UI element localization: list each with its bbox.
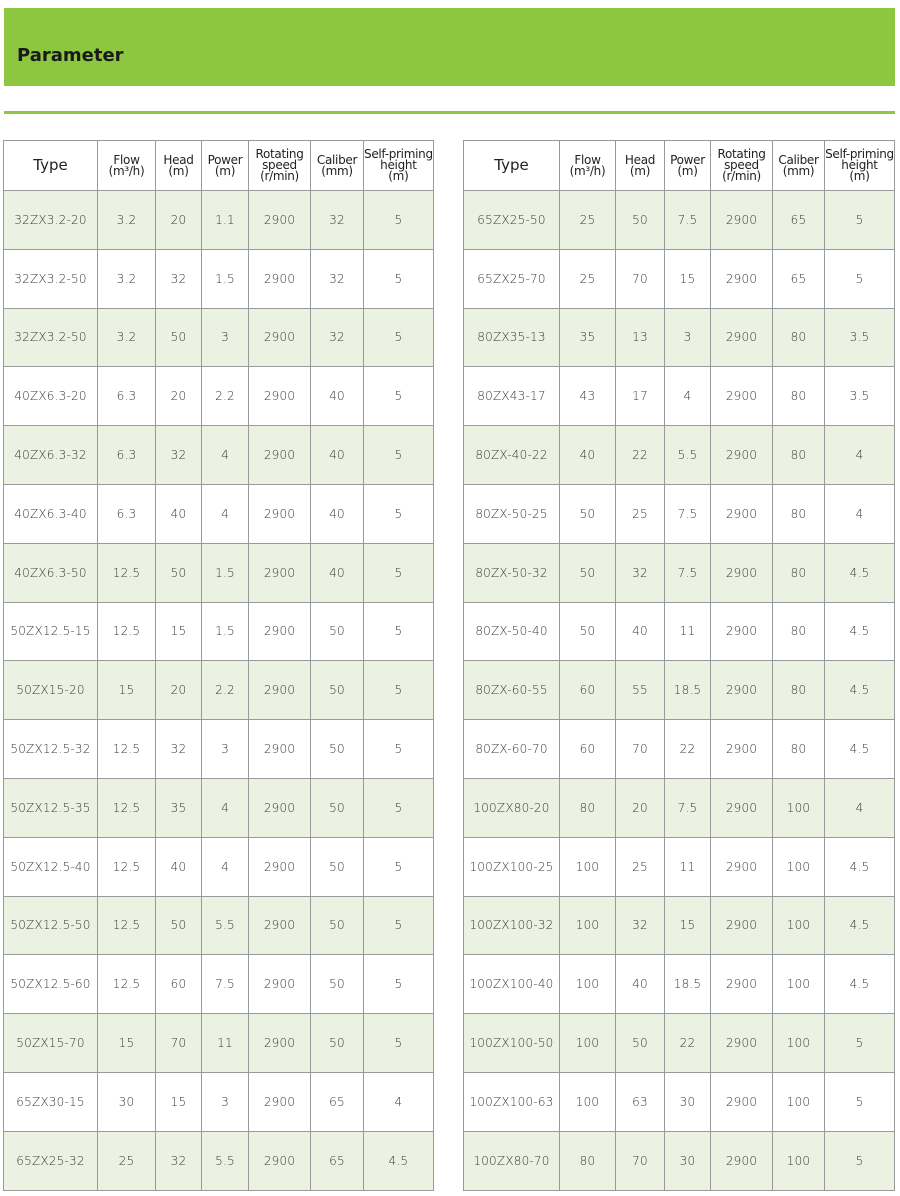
cell-type: 100ZX100-40 [464,955,560,1014]
cell-power: 7.5 [665,778,711,837]
cell-caliber: 50 [311,661,364,720]
table-row [464,955,895,1014]
cell-self-priming-height: 5 [825,249,895,308]
cell-type: 32ZX3.2-20 [4,191,98,250]
cell-type: 100ZX80-70 [464,1131,560,1190]
cell-head: 32 [156,249,202,308]
cell-caliber: 80 [773,484,825,543]
cell-caliber: 50 [311,955,364,1014]
cell-power: 5.5 [202,896,249,955]
cell-power: 7.5 [665,484,711,543]
cell-type: 80ZX-60-55 [464,661,560,720]
cell-head: 15 [156,1072,202,1131]
table-row [464,191,895,250]
cell-flow: 100 [560,837,616,896]
cell-flow: 100 [560,896,616,955]
cell-type: 40ZX6.3-50 [4,543,98,602]
table-row [4,602,434,661]
cell-flow: 25 [98,1131,156,1190]
cell-head: 40 [156,484,202,543]
cell-self-priming-height: 5 [825,1131,895,1190]
cell-power: 30 [665,1131,711,1190]
table-row [4,896,434,955]
cell-rotating-speed: 2900 [711,1014,773,1073]
cell-head: 15 [156,602,202,661]
cell-caliber: 100 [773,1131,825,1190]
cell-head: 70 [616,249,665,308]
cell-type: 100ZX100-50 [464,1014,560,1073]
cell-caliber: 80 [773,661,825,720]
table-header-row [4,141,434,191]
table-row [4,1131,434,1190]
cell-rotating-speed: 2900 [711,896,773,955]
cell-head: 32 [616,543,665,602]
cell-flow: 50 [560,484,616,543]
cell-rotating-speed: 2900 [249,661,311,720]
cell-head: 25 [616,484,665,543]
cell-head: 50 [616,191,665,250]
cell-type: 50ZX12.5-32 [4,720,98,779]
cell-flow: 60 [560,720,616,779]
cell-head: 70 [156,1014,202,1073]
cell-caliber: 40 [311,484,364,543]
cell-flow: 12.5 [98,955,156,1014]
cell-power: 1.1 [202,191,249,250]
cell-caliber: 65 [311,1131,364,1190]
table-row [4,249,434,308]
cell-self-priming-height: 4.5 [825,896,895,955]
cell-type: 100ZX80-20 [464,778,560,837]
table-row [464,249,895,308]
cell-rotating-speed: 2900 [711,1131,773,1190]
cell-caliber: 40 [311,543,364,602]
cell-rotating-speed: 2900 [249,191,311,250]
cell-caliber: 80 [773,543,825,602]
cell-head: 70 [616,1131,665,1190]
cell-self-priming-height: 4.5 [825,602,895,661]
table-row [464,778,895,837]
header-flow: Flow (m³/h) [560,141,616,191]
cell-type: 65ZX25-50 [464,191,560,250]
cell-type: 80ZX-50-25 [464,484,560,543]
cell-type: 40ZX6.3-40 [4,484,98,543]
cell-flow: 40 [560,426,616,485]
cell-power: 30 [665,1072,711,1131]
table-row [464,720,895,779]
cell-rotating-speed: 2900 [249,778,311,837]
cell-power: 4 [665,367,711,426]
cell-flow: 12.5 [98,837,156,896]
cell-self-priming-height: 5 [364,602,434,661]
cell-rotating-speed: 2900 [711,778,773,837]
cell-self-priming-height: 5 [364,426,434,485]
cell-flow: 60 [560,661,616,720]
cell-rotating-speed: 2900 [249,308,311,367]
cell-type: 100ZX100-25 [464,837,560,896]
cell-self-priming-height: 4.5 [825,955,895,1014]
cell-self-priming-height: 5 [364,778,434,837]
cell-rotating-speed: 2900 [711,543,773,602]
cell-rotating-speed: 2900 [249,484,311,543]
cell-flow: 80 [560,778,616,837]
cell-power: 1.5 [202,602,249,661]
cell-type: 32ZX3.2-50 [4,308,98,367]
cell-rotating-speed: 2900 [249,720,311,779]
cell-head: 32 [156,1131,202,1190]
cell-self-priming-height: 3.5 [825,308,895,367]
table-row [464,484,895,543]
header-self-priming-height: Self-priming height (m) [364,141,434,191]
cell-flow: 35 [560,308,616,367]
cell-caliber: 100 [773,1072,825,1131]
cell-flow: 43 [560,367,616,426]
cell-self-priming-height: 4.5 [825,837,895,896]
cell-power: 15 [665,896,711,955]
table-row [4,543,434,602]
table-row [464,543,895,602]
table-row [464,1131,895,1190]
table-row [464,1014,895,1073]
table-row [4,837,434,896]
header-flow: Flow (m³/h) [98,141,156,191]
cell-flow: 25 [560,191,616,250]
cell-head: 25 [616,837,665,896]
cell-self-priming-height: 4 [825,778,895,837]
table-row [464,896,895,955]
cell-caliber: 80 [773,602,825,661]
cell-type: 65ZX25-32 [4,1131,98,1190]
cell-self-priming-height: 5 [364,191,434,250]
cell-type: 40ZX6.3-32 [4,426,98,485]
cell-rotating-speed: 2900 [249,955,311,1014]
cell-power: 18.5 [665,955,711,1014]
cell-flow: 12.5 [98,720,156,779]
cell-self-priming-height: 5 [364,367,434,426]
cell-rotating-speed: 2900 [249,367,311,426]
cell-flow: 100 [560,1014,616,1073]
cell-self-priming-height: 5 [364,720,434,779]
cell-head: 20 [156,191,202,250]
cell-caliber: 40 [311,426,364,485]
cell-caliber: 65 [773,191,825,250]
cell-self-priming-height: 5 [825,191,895,250]
table-row [4,484,434,543]
header-head: Head (m) [156,141,202,191]
cell-head: 40 [156,837,202,896]
cell-caliber: 65 [773,249,825,308]
cell-self-priming-height: 5 [364,1014,434,1073]
header-power: Power (m) [665,141,711,191]
cell-power: 11 [202,1014,249,1073]
cell-flow: 25 [560,249,616,308]
cell-caliber: 100 [773,896,825,955]
cell-rotating-speed: 2900 [711,426,773,485]
cell-self-priming-height: 5 [364,661,434,720]
cell-rotating-speed: 2900 [249,896,311,955]
cell-power: 2.2 [202,661,249,720]
cell-type: 40ZX6.3-20 [4,367,98,426]
cell-rotating-speed: 2900 [249,837,311,896]
table-row [4,720,434,779]
cell-head: 40 [616,602,665,661]
cell-rotating-speed: 2900 [711,837,773,896]
cell-self-priming-height: 4.5 [825,661,895,720]
cell-flow: 30 [98,1072,156,1131]
cell-type: 50ZX12.5-60 [4,955,98,1014]
cell-rotating-speed: 2900 [249,1131,311,1190]
cell-head: 20 [156,367,202,426]
cell-caliber: 80 [773,308,825,367]
cell-power: 3 [202,720,249,779]
cell-caliber: 50 [311,778,364,837]
cell-flow: 15 [98,1014,156,1073]
cell-power: 5.5 [665,426,711,485]
cell-self-priming-height: 3.5 [825,367,895,426]
cell-rotating-speed: 2900 [711,484,773,543]
cell-type: 32ZX3.2-50 [4,249,98,308]
header-type: Type [464,141,560,191]
cell-self-priming-height: 5 [364,837,434,896]
cell-head: 50 [156,896,202,955]
cell-power: 22 [665,720,711,779]
cell-type: 80ZX-60-70 [464,720,560,779]
cell-head: 50 [156,308,202,367]
cell-type: 80ZX-50-40 [464,602,560,661]
cell-type: 80ZX43-17 [464,367,560,426]
cell-self-priming-height: 5 [825,1072,895,1131]
cell-rotating-speed: 2900 [249,602,311,661]
cell-caliber: 100 [773,778,825,837]
header-rotating-speed: Rotating speed (r/min) [711,141,773,191]
cell-self-priming-height: 4 [825,426,895,485]
table-row [464,837,895,896]
table-row [4,1072,434,1131]
table-row [4,778,434,837]
header-self-priming-height: Self-priming height (m) [825,141,895,191]
cell-self-priming-height: 5 [364,308,434,367]
cell-power: 3 [202,1072,249,1131]
table-row [4,308,434,367]
cell-type: 80ZX35-13 [464,308,560,367]
cell-power: 5.5 [202,1131,249,1190]
cell-type: 80ZX-50-32 [464,543,560,602]
cell-rotating-speed: 2900 [249,543,311,602]
cell-self-priming-height: 4.5 [825,543,895,602]
banner-title: Parameter [17,45,124,66]
cell-power: 4 [202,778,249,837]
cell-type: 65ZX30-15 [4,1072,98,1131]
cell-power: 7.5 [202,955,249,1014]
header-caliber: Caliber (mm) [311,141,364,191]
cell-caliber: 32 [311,308,364,367]
cell-caliber: 100 [773,1014,825,1073]
cell-type: 50ZX15-20 [4,661,98,720]
header-type: Type [4,141,98,191]
cell-flow: 6.3 [98,367,156,426]
table-row [464,1072,895,1131]
cell-type: 80ZX-40-22 [464,426,560,485]
cell-flow: 15 [98,661,156,720]
cell-caliber: 32 [311,249,364,308]
cell-self-priming-height: 4.5 [825,720,895,779]
cell-type: 50ZX12.5-40 [4,837,98,896]
cell-power: 7.5 [665,543,711,602]
cell-type: 65ZX25-70 [464,249,560,308]
cell-power: 3 [665,308,711,367]
cell-head: 55 [616,661,665,720]
cell-caliber: 50 [311,837,364,896]
cell-head: 63 [616,1072,665,1131]
cell-head: 17 [616,367,665,426]
header-head: Head (m) [616,141,665,191]
cell-flow: 100 [560,955,616,1014]
cell-rotating-speed: 2900 [711,191,773,250]
cell-type: 50ZX12.5-35 [4,778,98,837]
header-power: Power (m) [202,141,249,191]
cell-power: 4 [202,426,249,485]
cell-rotating-speed: 2900 [249,426,311,485]
cell-rotating-speed: 2900 [249,1014,311,1073]
cell-power: 1.5 [202,249,249,308]
cell-flow: 12.5 [98,896,156,955]
cell-type: 100ZX100-63 [464,1072,560,1131]
cell-caliber: 40 [311,367,364,426]
cell-head: 35 [156,778,202,837]
table-row [4,367,434,426]
cell-type: 100ZX100-32 [464,896,560,955]
cell-self-priming-height: 4 [364,1072,434,1131]
cell-caliber: 50 [311,602,364,661]
cell-power: 2.2 [202,367,249,426]
table-row [464,426,895,485]
header-rotating-speed: Rotating speed (r/min) [249,141,311,191]
cell-flow: 3.2 [98,191,156,250]
table-row [4,661,434,720]
cell-rotating-speed: 2900 [711,1072,773,1131]
cell-head: 70 [616,720,665,779]
table-header-row [464,141,895,191]
cell-power: 1.5 [202,543,249,602]
header-caliber: Caliber (mm) [773,141,825,191]
cell-power: 22 [665,1014,711,1073]
cell-caliber: 65 [311,1072,364,1131]
cell-type: 50ZX15-70 [4,1014,98,1073]
parameter-table-right [463,140,895,1191]
cell-self-priming-height: 5 [364,484,434,543]
cell-rotating-speed: 2900 [711,367,773,426]
cell-power: 7.5 [665,191,711,250]
cell-power: 3 [202,308,249,367]
cell-flow: 50 [560,602,616,661]
cell-power: 18.5 [665,661,711,720]
cell-caliber: 100 [773,955,825,1014]
table-row [464,661,895,720]
cell-head: 22 [616,426,665,485]
cell-caliber: 32 [311,191,364,250]
table-row [464,602,895,661]
cell-self-priming-height: 4 [825,484,895,543]
cell-flow: 6.3 [98,426,156,485]
table-row [464,367,895,426]
cell-rotating-speed: 2900 [711,720,773,779]
cell-self-priming-height: 5 [364,896,434,955]
cell-flow: 12.5 [98,778,156,837]
cell-head: 60 [156,955,202,1014]
cell-head: 20 [616,778,665,837]
cell-flow: 6.3 [98,484,156,543]
cell-head: 50 [156,543,202,602]
cell-rotating-speed: 2900 [711,249,773,308]
cell-head: 13 [616,308,665,367]
cell-caliber: 50 [311,720,364,779]
cell-caliber: 50 [311,1014,364,1073]
cell-caliber: 80 [773,426,825,485]
table-row [4,426,434,485]
cell-flow: 3.2 [98,249,156,308]
cell-flow: 100 [560,1072,616,1131]
table-row [4,1014,434,1073]
cell-rotating-speed: 2900 [249,249,311,308]
cell-self-priming-height: 5 [364,543,434,602]
divider-line [4,111,895,114]
cell-rotating-speed: 2900 [711,955,773,1014]
parameter-table-left [3,140,434,1191]
cell-caliber: 80 [773,367,825,426]
cell-caliber: 100 [773,837,825,896]
cell-power: 11 [665,602,711,661]
cell-caliber: 50 [311,896,364,955]
cell-power: 4 [202,484,249,543]
cell-rotating-speed: 2900 [711,602,773,661]
cell-self-priming-height: 4.5 [364,1131,434,1190]
cell-head: 32 [156,720,202,779]
table-row [464,308,895,367]
cell-head: 40 [616,955,665,1014]
cell-head: 20 [156,661,202,720]
cell-type: 50ZX12.5-15 [4,602,98,661]
cell-head: 32 [156,426,202,485]
cell-power: 15 [665,249,711,308]
cell-power: 11 [665,837,711,896]
cell-head: 50 [616,1014,665,1073]
cell-power: 4 [202,837,249,896]
table-row [4,191,434,250]
cell-rotating-speed: 2900 [249,1072,311,1131]
cell-flow: 50 [560,543,616,602]
cell-flow: 80 [560,1131,616,1190]
cell-caliber: 80 [773,720,825,779]
cell-type: 50ZX12.5-50 [4,896,98,955]
cell-head: 32 [616,896,665,955]
cell-rotating-speed: 2900 [711,661,773,720]
cell-self-priming-height: 5 [364,249,434,308]
cell-self-priming-height: 5 [825,1014,895,1073]
cell-flow: 3.2 [98,308,156,367]
cell-flow: 12.5 [98,543,156,602]
cell-rotating-speed: 2900 [711,308,773,367]
table-row [4,955,434,1014]
parameter-banner [4,8,895,86]
cell-flow: 12.5 [98,602,156,661]
cell-self-priming-height: 5 [364,955,434,1014]
